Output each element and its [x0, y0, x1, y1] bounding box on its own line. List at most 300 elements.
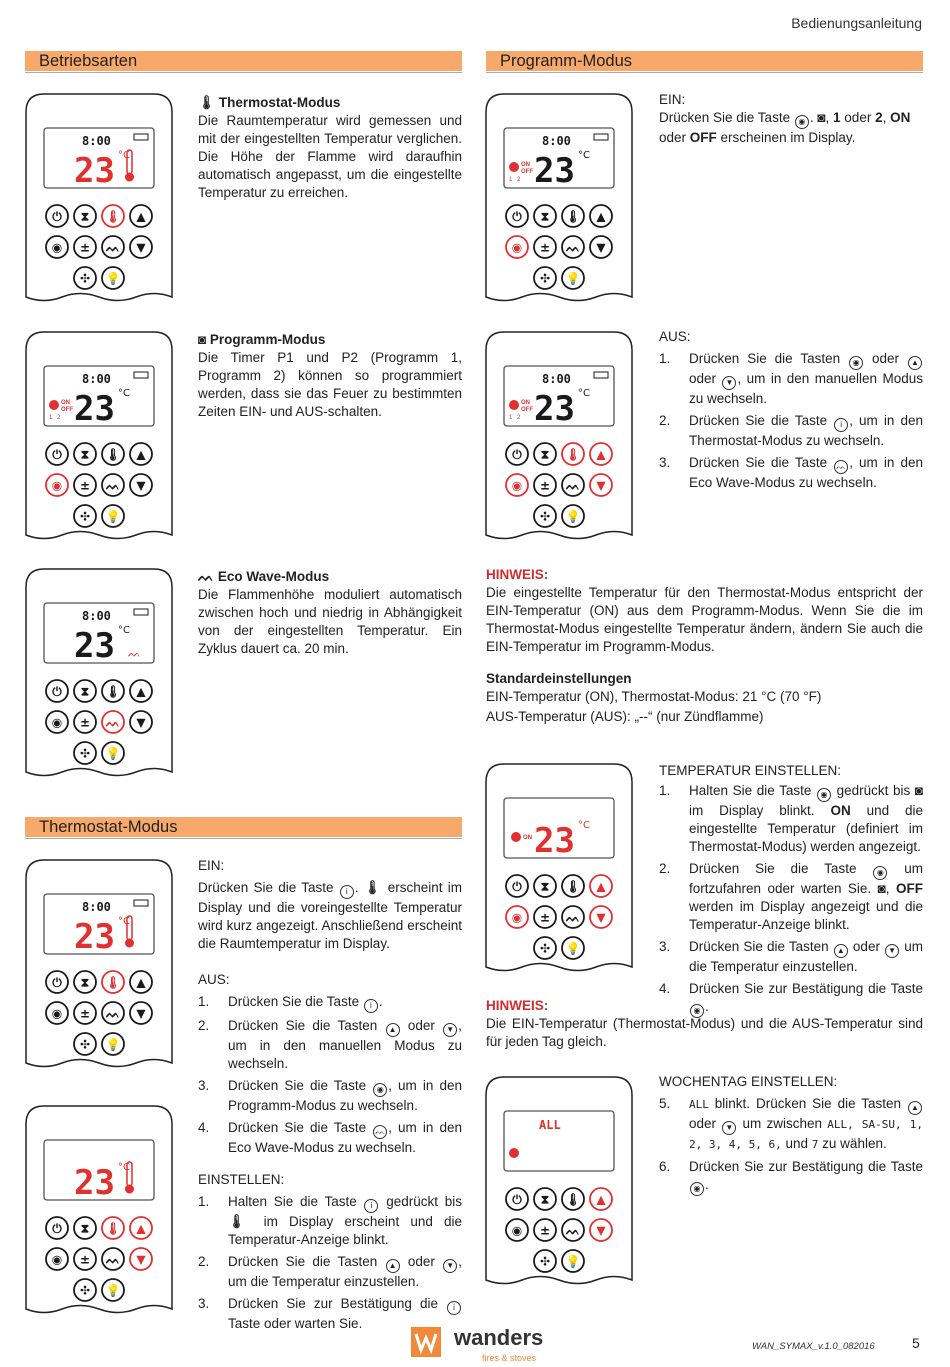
eco-desc: ᨓ Eco Wave-Modus Die Flammenhöhe moduliert automatisch zwischen hoch und niedrig in Abhängigkeit von der eingestellten Temperatur. Ein Zyklus dauert ca. 20 min.: [198, 569, 462, 656]
remote-body: [486, 332, 632, 539]
svg-text:▼: ▼: [596, 478, 606, 493]
eco-button-icon: [562, 1219, 584, 1241]
thermometer-icon: 🌡: [363, 880, 383, 895]
timer-hourglass-icon: [534, 205, 556, 227]
eco-button-icon: [562, 906, 584, 928]
prog-aus: AUS: 1. Drücken Sie die Tasten ◉ oder ▲ oder ▼ , um in den manuellen Modus zu wechseln. 2. Drücken Sie die Taste i , um in den Thermostat-Modus zu wechseln. 3. Drücken Sie die Taste ᨓ , um in den Eco Wave-Modus zu wechseln.: [659, 329, 923, 490]
remote-prog-aus: [484, 330, 634, 540]
thermometer-icon: 🌡: [198, 95, 216, 110]
lcd-temperature: 23: [74, 626, 115, 666]
svg-text:⧗: ⧗: [80, 975, 90, 990]
down-button-icon: [590, 474, 612, 496]
lcd-unit: °C: [118, 1162, 130, 1173]
lcd-unit: °C: [118, 916, 130, 927]
svg-text:▼: ▼: [136, 715, 146, 730]
power-button-icon: [46, 205, 68, 227]
svg-text:⏻: ⏻: [52, 1221, 62, 1236]
timer-hourglass-icon: [74, 971, 96, 993]
fan-button-icon: [74, 742, 96, 764]
svg-text:▼: ▼: [136, 240, 146, 255]
program-button-icon: [46, 474, 68, 496]
svg-text:💡: 💡: [105, 746, 121, 761]
svg-text:◉: ◉: [51, 478, 63, 493]
svg-text:⏻: ⏻: [512, 879, 522, 894]
timer-hourglass-icon: [74, 205, 96, 227]
remote-wochentag: [484, 1075, 634, 1285]
hinweis-1: HINWEIS: Die eingestellte Temperatur für den Thermostat-Modus entspricht der EIN-Temperatur (ON) aus dem Programm-Modus. Wenn Sie die im Thermostat-Modus eingestellte Temperatur ändern, ändern Sie auch die EIN-Temperatur im Programm-Modus. Standardeinstellungen EIN-Temperatur (ON), Thermostat-Modus: 21 °C (70 °F) AUS-Temperatur (AUS): „--“ (nur Zündflamme): [486, 567, 923, 724]
light-button-icon: [562, 1250, 584, 1272]
svg-text:⧗: ⧗: [80, 447, 90, 462]
lcd-temperature: 23: [74, 917, 115, 957]
svg-text:2: 2: [57, 415, 61, 421]
svg-text:±: ±: [539, 478, 551, 493]
down-button-icon: [590, 236, 612, 258]
lcd-time: 8:00: [542, 372, 571, 386]
timer-hourglass-icon: [534, 1188, 556, 1210]
svg-text:💡: 💡: [565, 509, 581, 524]
svg-text:⧗: ⧗: [540, 1192, 550, 1207]
up-button-icon: [590, 1188, 612, 1210]
timer-button-icon: ◉: [690, 1182, 704, 1196]
svg-text:ON: ON: [521, 162, 530, 168]
svg-text:ᨓ: ᨓ: [565, 1223, 581, 1238]
svg-text:ᨓ: ᨓ: [105, 1252, 121, 1267]
plus-minus-icon: [74, 1248, 96, 1270]
svg-text:ᨓ: ᨓ: [565, 910, 581, 925]
list-item: 1. Halten Sie die Taste i gedrückt bis 🌡 im Display erscheint und die Temperatur-Anzeige blinkt.: [198, 1194, 462, 1247]
svg-text:⧗: ⧗: [540, 447, 550, 462]
timer-hourglass-icon: [534, 443, 556, 465]
svg-text:✣: ✣: [539, 941, 551, 956]
remote-thermostat: [24, 92, 174, 302]
thermo-button-icon: [562, 875, 584, 897]
svg-text:▲: ▲: [596, 209, 606, 224]
list-item: 2. Drücken Sie die Taste ◉ um fortzufahren oder warten Sie. ◙, OFF werden im Display angezeigt und die Temperatur-Anzeige blinkt.: [659, 861, 923, 932]
svg-text:◉: ◉: [511, 910, 523, 925]
svg-text:💡: 💡: [105, 271, 121, 286]
eco-button-icon: [102, 236, 124, 258]
svg-text:▼: ▼: [596, 910, 606, 925]
down-button-icon: ▼: [443, 1023, 457, 1037]
timer-button-icon: ◉: [373, 1083, 387, 1097]
remote-thermo-ein: [24, 858, 174, 1068]
svg-text:🌡: 🌡: [105, 1221, 121, 1236]
list-item: 3. Drücken Sie die Tasten ▲ oder ▼ um die Temperatur einzustellen.: [659, 939, 923, 974]
svg-text:⏻: ⏻: [512, 1192, 522, 1207]
up-button-icon: [130, 443, 152, 465]
power-button-icon: [506, 875, 528, 897]
doc-code: WAN_SYMAX_v.1.0_082016: [752, 1341, 875, 1352]
light-button-icon: [102, 505, 124, 527]
svg-text:ᨓ: ᨓ: [105, 478, 121, 493]
brand-tagline: fires & stoves: [482, 1353, 537, 1363]
up-button-icon: [130, 1217, 152, 1239]
remote-program: [24, 330, 174, 540]
light-button-icon: [562, 937, 584, 959]
up-button-icon: ▲: [386, 1259, 400, 1273]
light-button-icon: [562, 505, 584, 527]
svg-text:◉: ◉: [511, 478, 523, 493]
down-button-icon: [130, 236, 152, 258]
prog-desc: ◙ Programm-Modus Die Timer P1 und P2 (Programm 1, Programm 2) können so programmiert werden, dass sie das Feuer zu bestimmten Zeiten EIN- und AUS-schalten.: [198, 332, 462, 419]
program-button-icon: [46, 236, 68, 258]
program-button-icon: [46, 1002, 68, 1024]
list-item: 2. Drücken Sie die Taste i , um in den Thermostat-Modus zu wechseln.: [659, 413, 923, 448]
fan-button-icon: [74, 505, 96, 527]
thermo-button-icon: i: [447, 1301, 461, 1315]
program-button-icon: [506, 236, 528, 258]
power-button-icon: [506, 443, 528, 465]
thermo-button-icon: [102, 443, 124, 465]
lcd-unit: °C: [118, 150, 130, 161]
svg-text:ON: ON: [61, 400, 70, 406]
remote-temp-einstellen: [484, 762, 634, 972]
up-button-icon: [590, 875, 612, 897]
svg-text:💡: 💡: [565, 941, 581, 956]
up-button-icon: [130, 680, 152, 702]
svg-text:▲: ▲: [596, 1192, 606, 1207]
up-button-icon: [590, 205, 612, 227]
prog-ein: EIN: Drücken Sie die Taste ◉ . ◙, 1 oder 2, ON oder OFF erscheinen im Display.: [659, 92, 911, 145]
svg-text:💡: 💡: [105, 509, 121, 524]
thermo-button-icon: [562, 205, 584, 227]
program-button-icon: [46, 711, 68, 733]
list-item: 4. Drücken Sie zur Bestätigung die Taste ◉ .: [659, 980, 923, 1018]
thermo-button-icon: [102, 205, 124, 227]
up-button-icon: ▲: [908, 1101, 922, 1115]
svg-text:⏻: ⏻: [52, 975, 62, 990]
program-button-icon: [46, 1248, 68, 1270]
fan-button-icon: [534, 505, 556, 527]
timer-hourglass-icon: [534, 875, 556, 897]
flame-icon: ᨓ: [198, 569, 215, 584]
up-button-icon: ▲: [834, 944, 848, 958]
program-button-icon: [506, 906, 528, 928]
thermo-button-icon: [102, 680, 124, 702]
svg-text:⏻: ⏻: [52, 684, 62, 699]
lcd-unit: °C: [578, 820, 590, 831]
svg-text:▲: ▲: [596, 879, 606, 894]
lcd-unit: °C: [578, 388, 590, 399]
up-button-icon: [590, 443, 612, 465]
brand-name: wanders: [454, 1325, 544, 1350]
plus-minus-icon: [74, 236, 96, 258]
svg-text:▼: ▼: [136, 1252, 146, 1267]
thermo-button-icon: i: [340, 885, 354, 899]
svg-text:▼: ▼: [596, 240, 606, 255]
lcd-temperature: 23: [74, 389, 115, 429]
timer-button-icon: ◉: [795, 115, 809, 129]
svg-text:⏻: ⏻: [52, 209, 62, 224]
lcd-day: ALL: [539, 1118, 561, 1132]
timer-button-icon: ◉: [873, 866, 887, 880]
svg-text:✣: ✣: [79, 509, 91, 524]
svg-text:▲: ▲: [136, 209, 146, 224]
svg-text:▼: ▼: [136, 478, 146, 493]
up-button-icon: ▲: [908, 356, 922, 370]
list-item: 2. Drücken Sie die Tasten ▲ oder ▼ , um die Temperatur einzustellen.: [198, 1254, 462, 1289]
down-button-icon: ▼: [885, 944, 899, 958]
eco-button-icon: [102, 1248, 124, 1270]
list-item: 6. Drücken Sie zur Bestätigung die Taste ◉ .: [659, 1158, 923, 1196]
lcd-time: 8:00: [542, 134, 571, 148]
clock-icon: ◙: [198, 332, 207, 347]
eco-button-icon: [102, 474, 124, 496]
svg-text:ᨓ: ᨓ: [565, 478, 581, 493]
remote-body: [26, 94, 172, 301]
svg-text:ᨓ: ᨓ: [105, 715, 121, 730]
down-button-icon: [590, 1219, 612, 1241]
plus-minus-icon: [534, 906, 556, 928]
list-item: 3. Drücken Sie die Taste ◉ , um in den Programm-Modus zu wechseln.: [198, 1078, 462, 1113]
svg-text:▲: ▲: [136, 975, 146, 990]
power-button-icon: [46, 680, 68, 702]
svg-text:◉: ◉: [51, 240, 63, 255]
remote-body: [26, 1106, 172, 1313]
thermo-ein: EIN: Drücken Sie die Taste i . 🌡 erscheint im Display und die voreingestellte Temperatur wird kurz angezeigt. Anschließend erscheint die Raumtemperatur im Display. AUS: 1. Drücken Sie die Taste i . 2. Drücken Sie die Tasten ▲ oder ▼ , um in den manuellen Modus zu wechseln. 3. Drücken Sie die Taste ◉ , um in den Programm-Modus zu wechseln. 4. Drücken Sie die Taste ᨓ , um in den Eco Wave-Modus zu wechseln. EINSTELLEN: 1. Halten Sie die Taste i gedrückt bis 🌡 im Display erscheint und die Temperatur-Anzeige blinkt. 2. Drücken Sie die Tasten ▲ oder ▼ , um die Temperatur einzustellen. 3. Drücken Sie zur Bestätigung die i Taste oder warten Sie.: [198, 858, 462, 1331]
lcd-temperature: 23: [534, 151, 575, 191]
power-button-icon: [46, 1217, 68, 1239]
eco-button-icon: ᨓ: [373, 1125, 387, 1139]
svg-text:▼: ▼: [136, 1006, 146, 1021]
svg-text:✣: ✣: [79, 271, 91, 286]
power-button-icon: [506, 205, 528, 227]
remote-thermo-einstellen: [24, 1104, 174, 1314]
svg-text:±: ±: [539, 910, 551, 925]
plus-minus-icon: [534, 1219, 556, 1241]
svg-text:ᨓ: ᨓ: [565, 240, 581, 255]
svg-text:ON: ON: [521, 400, 530, 406]
svg-text:▲: ▲: [136, 1221, 146, 1236]
svg-text:💡: 💡: [565, 1254, 581, 1269]
wochentag: WOCHENTAG EINSTELLEN: 5. ALL blinkt. Drücken Sie die Tasten ▲ oder ▼ um zwischen ALL, SA-SU, 1, 2, 3, 4, 5, 6, und 7 zu wählen. 6. Drücken Sie zur Bestätigung die Taste ◉ .: [659, 1073, 923, 1200]
plus-minus-icon: [534, 236, 556, 258]
timer-hourglass-icon: [74, 443, 96, 465]
svg-text:ᨓ: ᨓ: [105, 1006, 121, 1021]
light-button-icon: [102, 267, 124, 289]
thermo-button-icon: i: [834, 418, 848, 432]
svg-text:±: ±: [79, 715, 91, 730]
svg-text:±: ±: [79, 240, 91, 255]
fan-button-icon: [534, 1250, 556, 1272]
remote-body: [26, 860, 172, 1067]
up-button-icon: [130, 971, 152, 993]
svg-text:±: ±: [539, 240, 551, 255]
light-button-icon: [102, 742, 124, 764]
thermo-button-icon: [102, 1217, 124, 1239]
remote-eco: [24, 567, 174, 777]
plus-minus-icon: [74, 711, 96, 733]
svg-text:✣: ✣: [539, 271, 551, 286]
timer-hourglass-icon: [74, 680, 96, 702]
program-button-icon: [506, 474, 528, 496]
lcd-temperature: 23: [74, 151, 115, 191]
svg-text:1: 1: [49, 415, 53, 421]
light-button-icon: [562, 267, 584, 289]
svg-text:💡: 💡: [105, 1037, 121, 1052]
plus-minus-icon: [534, 474, 556, 496]
lcd-time: 8:00: [82, 134, 111, 148]
svg-text:◉: ◉: [51, 715, 63, 730]
eco-button-icon: [562, 236, 584, 258]
fan-button-icon: [74, 1279, 96, 1301]
thermo-desc: 🌡 Thermostat-Modus Die Raumtemperatur wird gemessen und mit der eingestellten Temperatur verglichen. Die Höhe der Flamme wird daraufhin automatisch angepasst, um die eingestellte Temperatur zu erreichen.: [198, 95, 462, 200]
down-button-icon: [590, 906, 612, 928]
wanders-logo: [410, 1325, 544, 1363]
list-item: 1. Drücken Sie die Taste i .: [198, 993, 462, 1013]
thermo-button-icon: [562, 1188, 584, 1210]
list-item: 1. Halten Sie die Taste ◉ gedrückt bis ◙ im Display blinkt. ON und die eingestellte Temperatur (definiert im Thermostat-Modus) werden angezeigt.: [659, 783, 923, 854]
svg-text:⏻: ⏻: [52, 447, 62, 462]
thermometer-icon: 🌡: [228, 1214, 253, 1229]
list-item: 1. Drücken Sie die Tasten ◉ oder ▲ oder ▼ , um in den manuellen Modus zu wechseln.: [659, 351, 923, 406]
svg-text:💡: 💡: [105, 1283, 121, 1298]
svg-text:1: 1: [509, 415, 513, 421]
svg-text:2: 2: [517, 415, 521, 421]
down-button-icon: ▼: [722, 1121, 736, 1135]
svg-text:🌡: 🌡: [105, 975, 121, 990]
list-item: 5. ALL blinkt. Drücken Sie die Tasten ▲ oder ▼ um zwischen ALL, SA-SU, 1, 2, 3, 4, 5, 6, und 7 zu wählen.: [659, 1096, 923, 1151]
lcd-temperature: 23: [534, 389, 575, 429]
svg-text:🌡: 🌡: [565, 209, 581, 224]
clock-icon: ◙: [914, 783, 923, 798]
up-button-icon: ▲: [386, 1023, 400, 1037]
list-item: 3. Drücken Sie die Taste ᨓ , um in den Eco Wave-Modus zu wechseln.: [659, 455, 923, 490]
remote-body: [486, 764, 632, 971]
power-button-icon: [46, 443, 68, 465]
svg-text:▲: ▲: [136, 447, 146, 462]
eco-button-icon: [102, 1002, 124, 1024]
svg-text:✣: ✣: [539, 509, 551, 524]
eco-button-icon: ᨓ: [834, 460, 848, 474]
down-button-icon: ▼: [722, 376, 736, 390]
svg-text:±: ±: [79, 478, 91, 493]
remote-prog-ein: [484, 92, 634, 302]
list-item: 2. Drücken Sie die Tasten ▲ oder ▼ , um in den manuellen Modus zu wechseln.: [198, 1018, 462, 1071]
svg-text:⏻: ⏻: [512, 447, 522, 462]
svg-text:✣: ✣: [539, 1254, 551, 1269]
remote-body: [486, 1077, 632, 1284]
svg-text:✣: ✣: [79, 746, 91, 761]
svg-text:◉: ◉: [51, 1252, 63, 1267]
up-button-icon: [130, 205, 152, 227]
svg-text:✣: ✣: [79, 1037, 91, 1052]
svg-text:▲: ▲: [596, 447, 606, 462]
program-button-icon: [506, 1219, 528, 1241]
svg-text:▲: ▲: [136, 684, 146, 699]
svg-text:🌡: 🌡: [565, 879, 581, 894]
svg-text:◉: ◉: [511, 240, 523, 255]
remote-body: [26, 569, 172, 776]
lcd-unit: °C: [118, 388, 130, 399]
svg-text:💡: 💡: [565, 271, 581, 286]
remote-body: [26, 332, 172, 539]
flame-icon: ᨓ: [128, 648, 142, 660]
plus-minus-icon: [74, 474, 96, 496]
svg-text:🌡: 🌡: [565, 447, 581, 462]
svg-text:⧗: ⧗: [80, 684, 90, 699]
down-button-icon: [130, 474, 152, 496]
page-header: Bedienungsanleitung: [791, 15, 922, 31]
svg-text:◉: ◉: [51, 1006, 63, 1021]
page-number: 5: [912, 1335, 920, 1351]
down-button-icon: [130, 1002, 152, 1024]
svg-text:OFF: OFF: [521, 169, 533, 175]
power-button-icon: [506, 1188, 528, 1210]
light-button-icon: [102, 1033, 124, 1055]
eco-button-icon: [562, 474, 584, 496]
svg-text:🌡: 🌡: [105, 447, 121, 462]
svg-text:±: ±: [79, 1006, 91, 1021]
logo-mark-icon: [410, 1326, 442, 1358]
down-button-icon: ▼: [443, 1259, 457, 1273]
svg-text:2: 2: [517, 177, 521, 183]
timer-button-icon: ◉: [690, 1004, 704, 1018]
lcd-time: 8:00: [82, 609, 111, 623]
svg-text:✣: ✣: [79, 1283, 91, 1298]
svg-text:◉: ◉: [511, 1223, 523, 1238]
timer-hourglass-icon: [74, 1217, 96, 1239]
remote-body: [486, 94, 632, 301]
clock-icon: ◙: [877, 881, 886, 896]
svg-text:🌡: 🌡: [105, 684, 121, 699]
fan-button-icon: [74, 267, 96, 289]
svg-text:ON: ON: [523, 835, 532, 841]
fan-button-icon: [534, 937, 556, 959]
fan-button-icon: [74, 1033, 96, 1055]
svg-text:1: 1: [509, 177, 513, 183]
svg-text:⧗: ⧗: [80, 209, 90, 224]
svg-text:⧗: ⧗: [540, 879, 550, 894]
lcd-time: 8:00: [82, 372, 111, 386]
clock-icon: ◙: [817, 110, 826, 125]
svg-text:±: ±: [539, 1223, 551, 1238]
thermo-button-icon: [562, 443, 584, 465]
list-item: 4. Drücken Sie die Taste ᨓ , um in den Eco Wave-Modus zu wechseln.: [198, 1120, 462, 1155]
svg-text:⏻: ⏻: [512, 209, 522, 224]
section-bar-programm: Programm-Modus: [486, 51, 923, 71]
svg-text:🌡: 🌡: [565, 1192, 581, 1207]
timer-button-icon: ◉: [849, 356, 863, 370]
down-button-icon: [130, 1248, 152, 1270]
thermo-button-icon: i: [364, 1199, 378, 1213]
timer-button-icon: ◉: [817, 788, 831, 802]
svg-text:OFF: OFF: [521, 407, 533, 413]
section-bar-thermostat: Thermostat-Modus: [25, 817, 462, 837]
svg-text:±: ±: [79, 1252, 91, 1267]
svg-text:🌡: 🌡: [105, 209, 121, 224]
lcd-temperature: 23: [74, 1163, 115, 1203]
svg-text:▼: ▼: [596, 1223, 606, 1238]
light-button-icon: [102, 1279, 124, 1301]
svg-text:⧗: ⧗: [540, 209, 550, 224]
program-indicator: [509, 1148, 519, 1158]
fan-button-icon: [534, 267, 556, 289]
lcd-unit: °C: [578, 150, 590, 161]
down-button-icon: [130, 711, 152, 733]
power-button-icon: [46, 971, 68, 993]
lcd-time: 8:00: [82, 900, 111, 914]
list-item: 3. Drücken Sie zur Bestätigung die i Taste oder warten Sie.: [198, 1295, 462, 1333]
eco-button-icon: [102, 711, 124, 733]
hinweis-2: HINWEIS: Die EIN-Temperatur (Thermostat-Modus) und die AUS-Temperatur sind für jeden Tag gleich.: [486, 998, 923, 1049]
section-bar-betriebsarten: Betriebsarten: [25, 51, 462, 71]
svg-text:OFF: OFF: [61, 407, 73, 413]
lcd-unit: °C: [118, 625, 130, 636]
thermo-button-icon: [102, 971, 124, 993]
svg-text:ᨓ: ᨓ: [105, 240, 121, 255]
thermo-button-icon: i: [364, 999, 378, 1013]
